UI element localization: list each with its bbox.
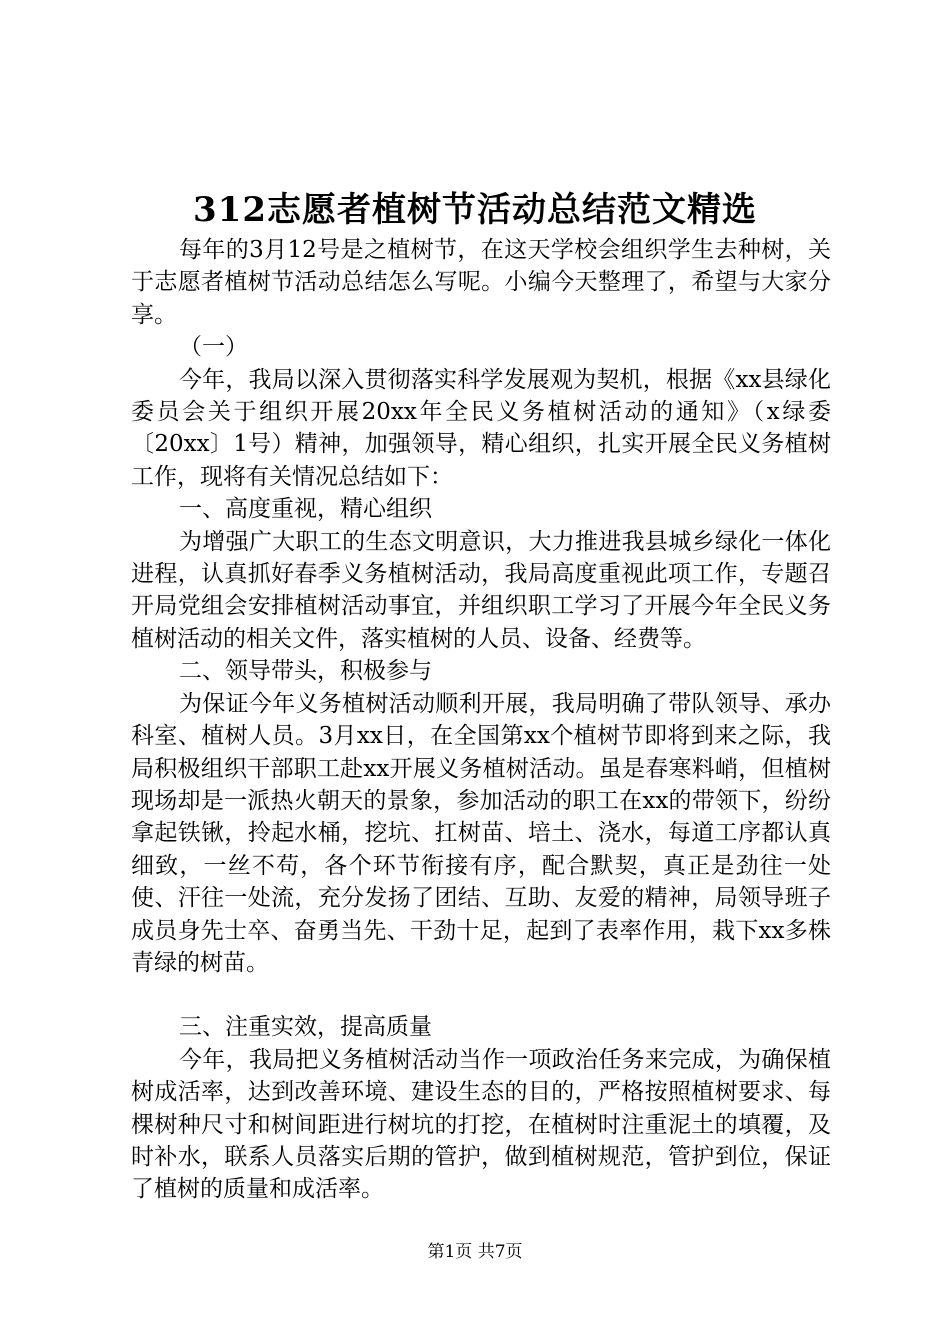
section-heading: 一、高度重视，精心组织 — [179, 496, 432, 523]
document-title: 312志愿者植树节活动总结范文精选 — [193, 190, 757, 230]
section-heading: 二、领导带头，积极参与 — [179, 658, 432, 685]
page-footer: 第1页 共7页 — [427, 1242, 523, 1262]
section-heading: 三、注重实效，提高质量 — [179, 1014, 432, 1041]
body-paragraph: 为增强广大职工的生态文明意识，大力推进我县城乡绿化一体化进程，认真抓好春季义务植树活动，我局高度重视此项工作，专题召开局党组会安排植树活动事宜，并组织职工学习了开展今年全民义务植树活动的相关文件，落实植树的人员、设备、经费等。 — [131, 528, 831, 652]
document-body — [131, 234, 831, 1206]
body-paragraph: 为保证今年义务植树活动顺利开展，我局明确了带队领导、承办科室、植树人员。3月xx日，在全国第xx个植树节即将到来之际，我局积极组织干部职工赴xx开展义务植树活动。虽是春寒料峭，但植树现场却是一派热火朝天的景象，参加活动的职工在xx的带领下，纷纷拿起铁锹，拎起水桶，挖坑、扛树苗、培土、浇水，每道工序都认真细致，一丝不苟，各个环节衔接有序，配合默契，真正是劲往一处使、汗往一处流，充分发扬了团结、互助、友爱的精神，局领导班子成员身先士卒、奋勇当先、干劲十足，起到了表率作用，栽下xx多株青绿的树苗。 — [131, 690, 831, 976]
body-paragraph: 今年，我局以深入贯彻落实科学发展观为契机，根据《xx县绿化委员会关于组织开展20xx年全民义务植树活动的通知》（x绿委〔20xx〕1号）精神，加强领导，精心组织，扎实开展全民义务植树工作，现将有关情况总结如下： — [131, 366, 831, 490]
paragraph-spacer — [131, 979, 831, 1011]
body-paragraph: 今年，我局把义务植树活动当作一项政治任务来完成，为确保植树成活率，达到改善环境、建设生态的目的，严格按照植树要求、每棵树种尺寸和树间距进行树坑的打挖，在植树时注重泥土的填覆，及时补水，联系人员落实后期的管护，做到植树规范，管护到位，保证了植树的质量和成活率。 — [131, 1046, 831, 1203]
section-marker: （一） — [179, 334, 248, 361]
intro-paragraph: 每年的3月12号是之植树节，在这天学校会组织学生去种树，关于志愿者植树节活动总结怎么写呢。小编今天整理了，希望与大家分享。 — [131, 237, 831, 328]
